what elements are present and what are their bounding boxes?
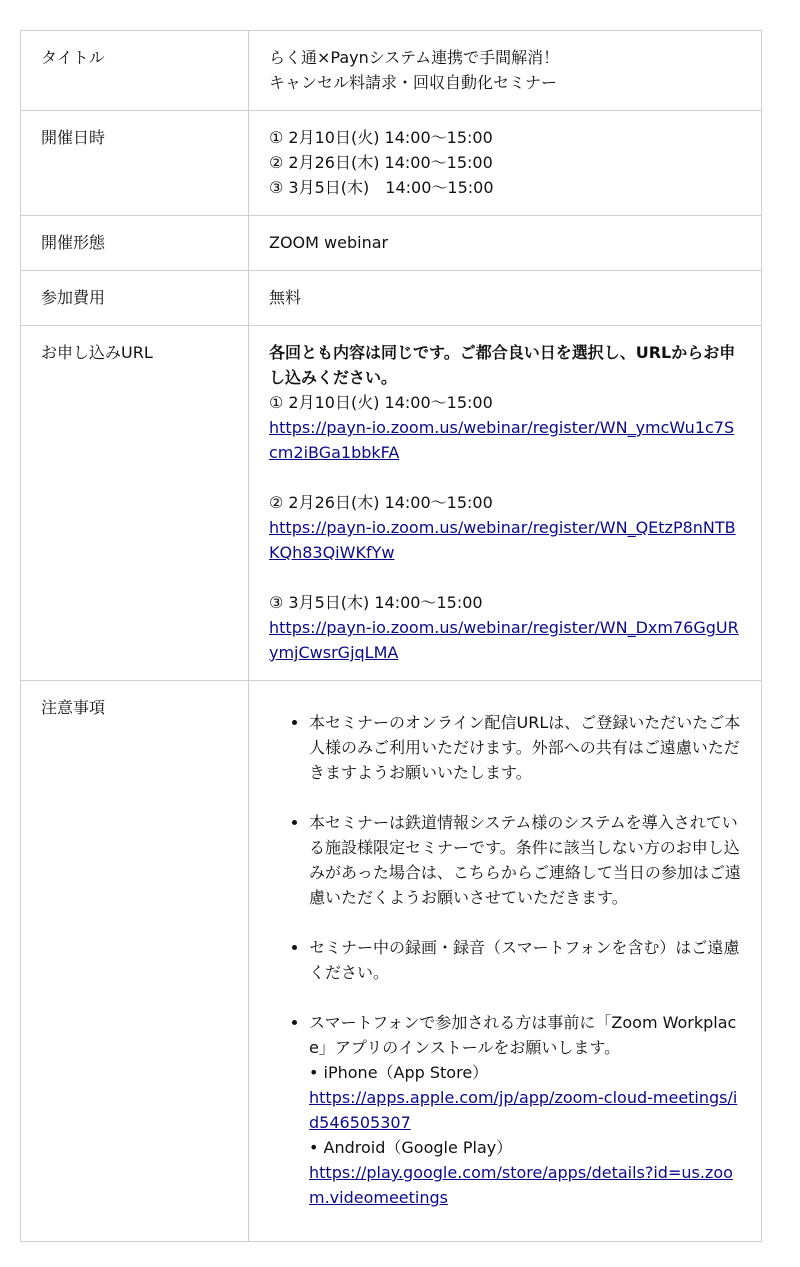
title-line-1: らく通×Paynシステム連携で手間解消！ bbox=[269, 48, 560, 67]
fee-label: 参加費用 bbox=[21, 271, 249, 326]
session-3-date: ③ 3月5日(木) 14:00〜15:00 bbox=[269, 593, 483, 612]
notes-value bbox=[249, 681, 762, 1242]
iphone-label: • iPhone（App Store） bbox=[309, 1063, 489, 1082]
apply-value bbox=[249, 326, 762, 681]
format-row bbox=[21, 216, 762, 271]
apply-row bbox=[21, 326, 762, 681]
notes-list bbox=[269, 710, 741, 1210]
google-play-link[interactable]: https://play.google.com/store/apps/details?id=us.zoom.videomeetings bbox=[309, 1163, 733, 1207]
date-2: ② 2月26日(木) 14:00〜15:00 bbox=[269, 153, 493, 172]
date-1: ① 2月10日(火) 14:00〜15:00 bbox=[269, 128, 493, 147]
session-2-register-link[interactable]: https://payn-io.zoom.us/webinar/register/WN_QEtzP8nNTBKQh83QiWKfYw bbox=[269, 518, 736, 562]
note-1: • 本セミナーのオンライン配信URLは、ご登録いただいたご本人様のみご利用いただけます。外部への共有はご遠慮いただきますようお願いいたします。 bbox=[309, 713, 741, 782]
notes-row bbox=[21, 681, 762, 1242]
note-item bbox=[309, 1010, 741, 1210]
title-label: タイトル bbox=[21, 31, 249, 111]
session-3-register-link[interactable]: https://payn-io.zoom.us/webinar/register/WN_Dxm76GgURymjCwsrGjqLMA bbox=[269, 618, 739, 662]
note-item bbox=[309, 935, 741, 985]
session-1-date: ① 2月10日(火) 14:00〜15:00 bbox=[269, 393, 493, 412]
note-2: • 本セミナーは鉄道情報システム様のシステムを導入されている施設様限定セミナーです。条件に該当しない方のお申し込みがあった場合は、こちらからご連絡して当日の参加はご遠慮いただくようお願いさせていただきます。 bbox=[309, 813, 741, 907]
note-3: • セミナー中の録画・録音（スマートフォンを含む）はご遠慮ください。 bbox=[309, 938, 740, 982]
title-line-2: キャンセル料請求・回収自動化セミナー bbox=[269, 73, 558, 92]
dates-label: 開催日時 bbox=[21, 111, 249, 216]
note-item bbox=[309, 810, 741, 910]
apply-label: お申し込みURL bbox=[21, 326, 249, 681]
fee-row bbox=[21, 271, 762, 326]
app-store-link[interactable]: https://apps.apple.com/jp/app/zoom-cloud-meetings/id546505307 bbox=[309, 1088, 738, 1132]
format-label: 開催形態 bbox=[21, 216, 249, 271]
format-value: ZOOM webinar bbox=[249, 216, 762, 271]
apply-intro: 各回とも内容は同じです。ご都合良い日を選択し、URLからお申し込みください。 bbox=[269, 343, 736, 387]
title-row bbox=[21, 31, 762, 111]
android-label: • Android（Google Play） bbox=[309, 1138, 513, 1157]
dates-value bbox=[249, 111, 762, 216]
session-1-register-link[interactable]: https://payn-io.zoom.us/webinar/register/WN_ymcWu1c7Scm2iBGa1bbkFA bbox=[269, 418, 735, 462]
seminar-info-table bbox=[20, 30, 762, 1242]
session-2-date: ② 2月26日(木) 14:00〜15:00 bbox=[269, 493, 493, 512]
title-value bbox=[249, 31, 762, 111]
fee-value: 無料 bbox=[249, 271, 762, 326]
note-item bbox=[309, 710, 741, 785]
notes-label: 注意事項 bbox=[21, 681, 249, 1242]
dates-row bbox=[21, 111, 762, 216]
date-3: ③ 3月5日(木) 14:00〜15:00 bbox=[269, 178, 494, 197]
note-4: • スマートフォンで参加される方は事前に「Zoom Workplace」アプリのインストールをお願いします。 bbox=[309, 1013, 737, 1057]
